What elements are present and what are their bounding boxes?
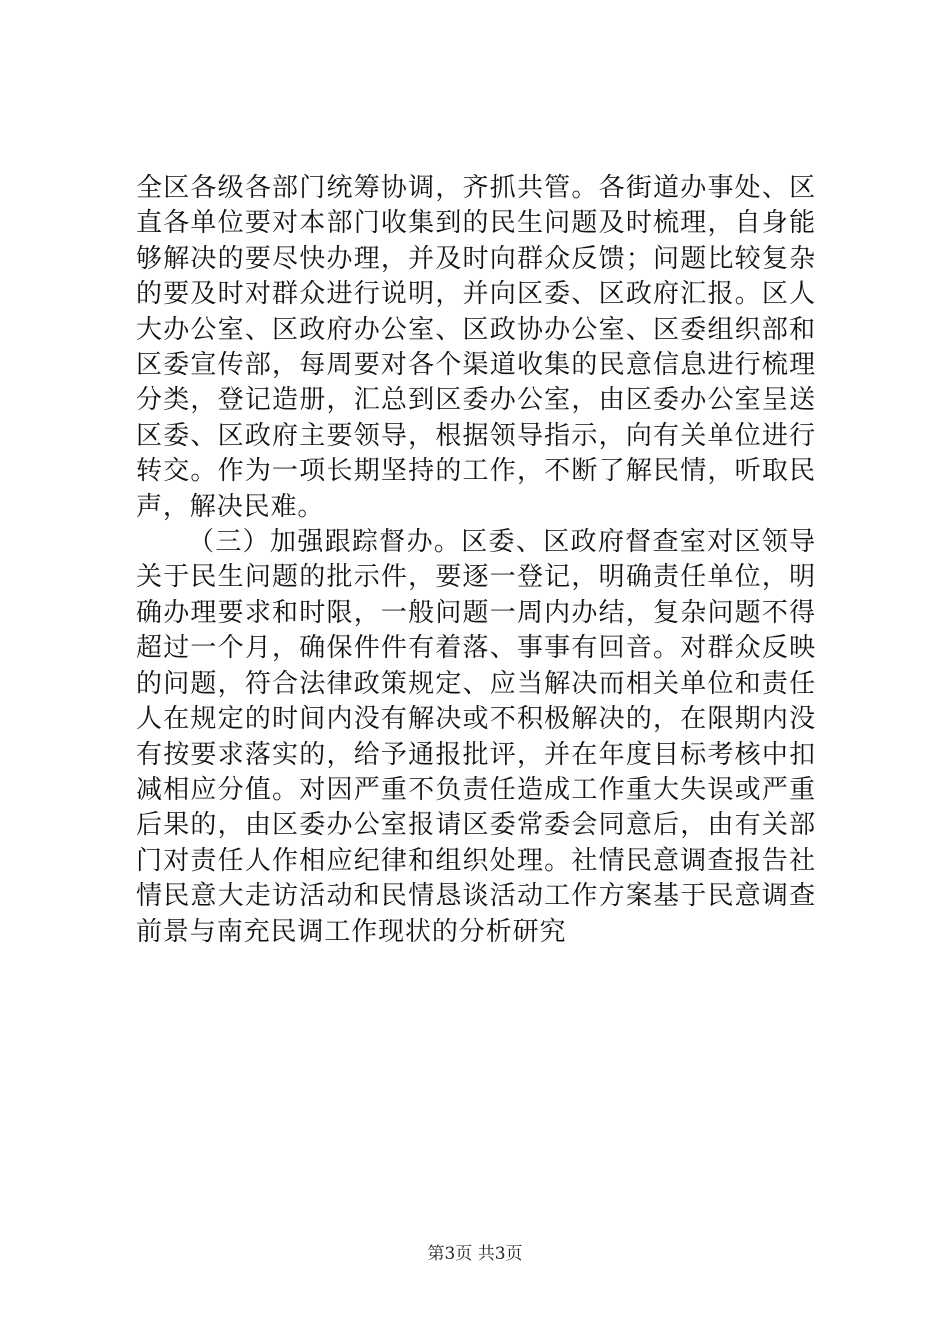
page-number-footer: 第3页 共3页	[427, 1244, 523, 1264]
paragraph-supervision: （三）加强跟踪督办。区委、区政府督查室对区领导关于民生问题的批示件，要逐一登记，明确责任单位，明确办理要求和时限，一般问题一周内办结，复杂问题不得超过一个月，确保件件有着落、事事有回音。对群众反映的问题，符合法律政策规定、应当解决而相关单位和责任人在规定的时间内没有解决或不积极解决的，在限期内没有按要求落实的，给予通报批评，并在年度目标考核中扣减相应分值。对因严重不负责任造成工作重大失误或严重后果的，由区委办公室报请区委常委会同意后，由有关部门对责任人作相应纪律和组织处理。社情民意调查报告社情民意大走访活动和民情恳谈活动工作方案基于民意调查前景与南充民调工作现状的分析研究	[136, 527, 816, 947]
paragraph-coordination: 全区各级各部门统筹协调，齐抓共管。各街道办事处、区直各单位要对本部门收集到的民生问题及时梳理，自身能够解决的要尽快办理，并及时向群众反馈；问题比较复杂的要及时对群众进行说明，并向区委、区政府汇报。区人大办公室、区政府办公室、区政协办公室、区委组织部和区委宣传部，每周要对各个渠道收集的民意信息进行梳理分类，登记造册，汇总到区委办公室，由区委办公室呈送区委、区政府主要领导，根据领导指示，向有关单位进行转交。作为一项长期坚持的工作，不断了解民情，听取民声，解决民难。	[136, 173, 816, 522]
document-body	[136, 171, 816, 950]
